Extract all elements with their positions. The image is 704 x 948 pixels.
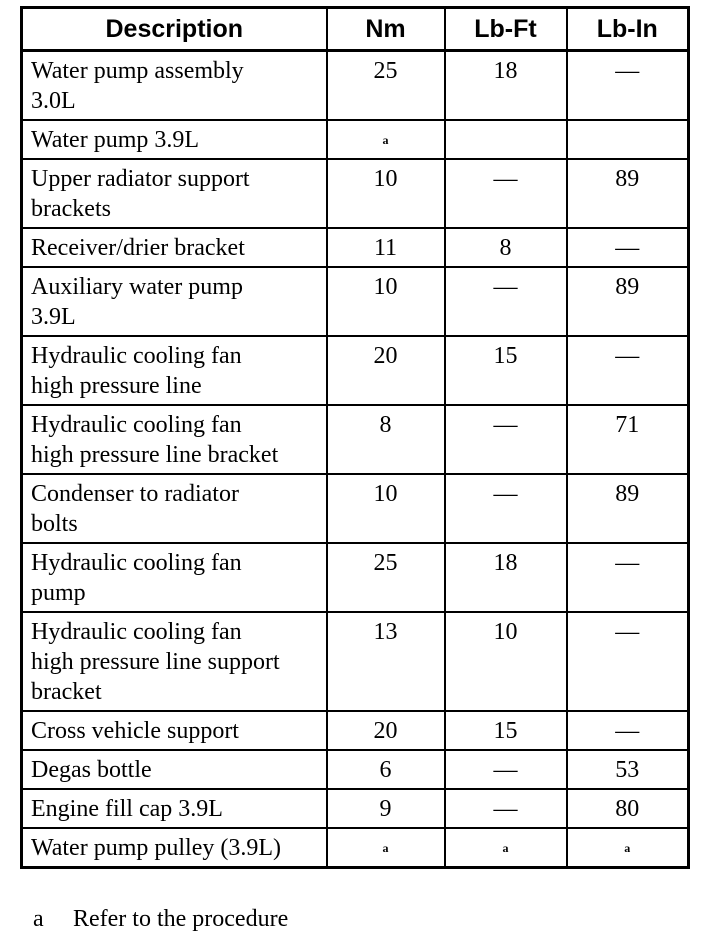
lb-ft-cell: 18 — [445, 543, 567, 612]
lb-ft-cell: 10 — [445, 612, 567, 711]
description-line: Hydraulic cooling fan — [31, 619, 242, 645]
description-cell — [22, 336, 327, 405]
lb-in-cell: a — [567, 828, 689, 868]
nm-cell: 10 — [327, 267, 445, 336]
description-line: brackets — [31, 196, 111, 222]
lb-ft-cell: 15 — [445, 336, 567, 405]
lb-in-cell — [567, 120, 689, 159]
table-row — [22, 51, 689, 121]
description-cell — [22, 750, 327, 789]
lb-in-cell: — — [567, 612, 689, 711]
description-line: Upper radiator support — [31, 166, 250, 192]
footnote — [33, 906, 288, 933]
description-line: Condenser to radiator — [31, 481, 239, 507]
table-row — [22, 750, 689, 789]
footnote-text: Refer to the procedure — [73, 906, 289, 932]
description-cell — [22, 543, 327, 612]
lb-in-cell: — — [567, 228, 689, 267]
description-line: 3.0L — [31, 88, 76, 114]
lb-in-cell: — — [567, 51, 689, 121]
description-line: high pressure line support — [31, 649, 280, 675]
footnote-marker: a — [33, 906, 44, 932]
nm-cell: 8 — [327, 405, 445, 474]
lb-ft-cell — [445, 120, 567, 159]
lb-in-cell: 71 — [567, 405, 689, 474]
table-row — [22, 336, 689, 405]
lb-in-cell: 53 — [567, 750, 689, 789]
lb-in-cell: — — [567, 711, 689, 750]
header-description: Description — [22, 8, 327, 51]
description-line: Engine fill cap 3.9L — [31, 796, 223, 822]
nm-cell: 11 — [327, 228, 445, 267]
table-header-row — [22, 8, 689, 51]
table-row — [22, 828, 689, 868]
description-line: high pressure line — [31, 373, 202, 399]
description-line: Cross vehicle support — [31, 718, 239, 744]
description-cell — [22, 120, 327, 159]
header-lb-in: Lb-In — [567, 8, 689, 51]
description-line: high pressure line bracket — [31, 442, 279, 468]
description-cell — [22, 474, 327, 543]
description-line: Hydraulic cooling fan — [31, 343, 242, 369]
description-cell — [22, 828, 327, 868]
table-row — [22, 474, 689, 543]
nm-cell: 6 — [327, 750, 445, 789]
description-line: 3.9L — [31, 304, 76, 330]
description-line: Water pump pulley (3.9L) — [31, 835, 281, 861]
lb-in-cell: 89 — [567, 474, 689, 543]
table-row — [22, 267, 689, 336]
lb-ft-cell: — — [445, 267, 567, 336]
lb-ft-cell: — — [445, 159, 567, 228]
table-row — [22, 612, 689, 711]
lb-in-cell: 80 — [567, 789, 689, 828]
description-cell — [22, 228, 327, 267]
description-line: Degas bottle — [31, 757, 152, 783]
nm-cell: 10 — [327, 159, 445, 228]
description-line: Receiver/drier bracket — [31, 235, 245, 261]
table-row — [22, 159, 689, 228]
lb-ft-cell: — — [445, 750, 567, 789]
description-cell — [22, 612, 327, 711]
description-line: Hydraulic cooling fan — [31, 412, 242, 438]
table-row — [22, 120, 689, 159]
table-row — [22, 789, 689, 828]
lb-ft-cell: a — [445, 828, 567, 868]
nm-cell: 10 — [327, 474, 445, 543]
lb-ft-cell: — — [445, 789, 567, 828]
description-cell — [22, 405, 327, 474]
lb-ft-cell: 8 — [445, 228, 567, 267]
nm-cell: 20 — [327, 711, 445, 750]
table-row — [22, 228, 689, 267]
description-line: Water pump 3.9L — [31, 127, 200, 153]
lb-ft-cell: — — [445, 405, 567, 474]
lb-in-cell: — — [567, 543, 689, 612]
description-line: bracket — [31, 679, 102, 705]
lb-ft-cell: — — [445, 474, 567, 543]
nm-cell: 20 — [327, 336, 445, 405]
table-row — [22, 711, 689, 750]
lb-in-cell: 89 — [567, 267, 689, 336]
description-cell — [22, 267, 327, 336]
nm-cell: a — [327, 120, 445, 159]
table-row — [22, 405, 689, 474]
description-cell — [22, 51, 327, 121]
nm-cell: a — [327, 828, 445, 868]
description-cell — [22, 789, 327, 828]
lb-ft-cell: 15 — [445, 711, 567, 750]
description-cell — [22, 159, 327, 228]
description-line: bolts — [31, 511, 78, 537]
description-line: Water pump assembly — [31, 58, 244, 84]
nm-cell: 25 — [327, 543, 445, 612]
lb-ft-cell: 18 — [445, 51, 567, 121]
nm-cell: 13 — [327, 612, 445, 711]
table-row — [22, 543, 689, 612]
nm-cell: 25 — [327, 51, 445, 121]
nm-cell: 9 — [327, 789, 445, 828]
description-line: Hydraulic cooling fan — [31, 550, 242, 576]
description-cell — [22, 711, 327, 750]
description-line: Auxiliary water pump — [31, 274, 243, 300]
torque-spec-table — [20, 6, 690, 869]
table-body — [22, 51, 689, 868]
description-line: pump — [31, 580, 86, 606]
header-lb-ft: Lb-Ft — [445, 8, 567, 51]
lb-in-cell: 89 — [567, 159, 689, 228]
lb-in-cell: — — [567, 336, 689, 405]
header-nm: Nm — [327, 8, 445, 51]
